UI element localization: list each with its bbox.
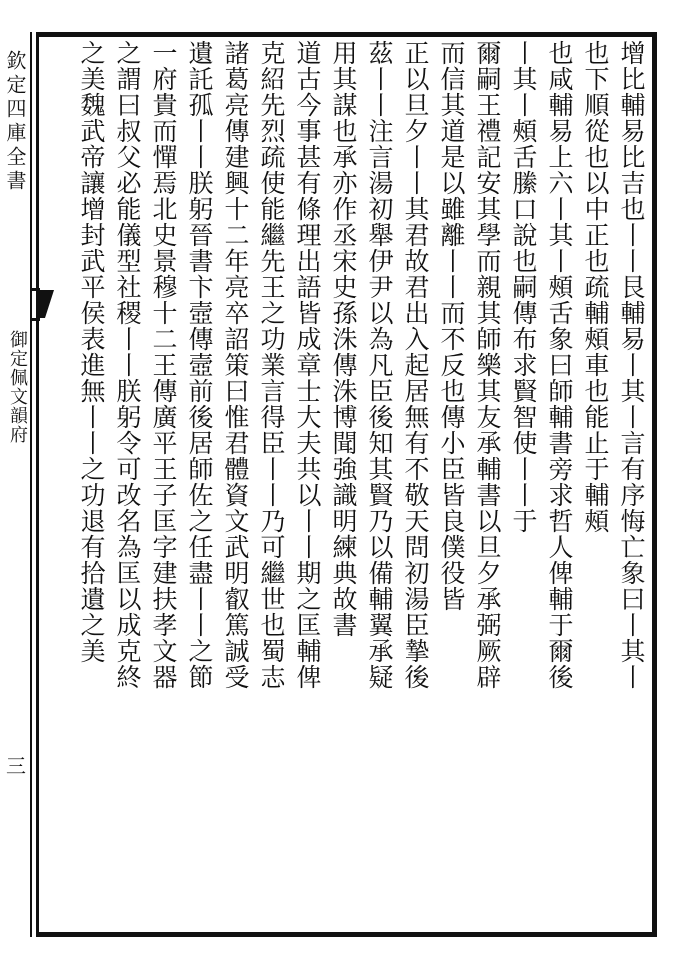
frame-top-rule <box>36 32 656 37</box>
frame-right-rule <box>652 32 657 937</box>
text-column-13: 遺託孤丨丨朕躬晉書卞壼傳壼前後居師佐之任盡丨丨之節 <box>185 40 214 690</box>
text-column-3: 也咸輔易上六丨其丨頰舌象曰師輔書旁求哲人俾輔于爾後 <box>545 40 574 690</box>
text-column-9: 用其謀也承亦作丞宋史孫洙傳洙博聞強識明練典故書 <box>329 40 358 638</box>
fishtail-mark <box>36 290 54 318</box>
text-column-11: 克紹先烈疏使能繼先王之功業言得臣丨丨乃可繼世也蜀志 <box>257 40 286 690</box>
margin-divider-rule <box>30 32 32 937</box>
margin-volume-title: 御定佩文韻府 <box>7 330 28 444</box>
text-column-16: 之美魏武帝讓增封武平侯表進無丨丨之功退有拾遺之美 <box>77 40 106 664</box>
text-column-1: 增比輔易比吉也丨丨艮輔易丨其丨言有序悔亡象曰丨其丨 <box>617 40 646 690</box>
margin-page-number: 三 <box>6 754 26 778</box>
text-column-10: 道古今事甚有條理出語皆成章士大夫共以丨丨期之匡輔俾 <box>293 40 322 690</box>
fishtail-bottom-rule <box>32 318 40 321</box>
text-column-8: 茲丨丨注言湯初舉伊尹以為凡臣後知其賢乃以備輔翼承疑 <box>365 40 394 690</box>
text-column-6: 而信其道是以雖離丨丨而不反也傳小臣皆良僕役皆 <box>437 40 466 612</box>
text-column-2: 也下順從也以中正也疏輔頰車也能止于輔頰 <box>581 40 610 534</box>
text-column-7: 正以旦夕丨丨其君故君出入起居無有不敬天問初湯臣摯後 <box>401 40 430 690</box>
text-column-5: 爾嗣王禮記安其學而親其師樂其友承輔書以旦夕承弼厥辟 <box>473 40 502 690</box>
text-column-14: 一府貴而憚焉北史景穆十二王傳廣平王子匡字建扶孝文器 <box>149 40 178 690</box>
frame-left-rule <box>36 32 39 937</box>
frame-bottom-rule <box>36 932 656 937</box>
text-column-4: 丨其丨頰舌縢口說也嗣傳布求賢智使丨丨于 <box>509 40 538 534</box>
text-column-15: 之謂曰叔父必能儀型社稷丨丨朕躬令可改名為匡以成克終 <box>113 40 142 690</box>
margin-book-title: 欽定四庫全書 <box>3 50 27 194</box>
text-column-12: 諸葛亮傳建興十二年亮卒詔策曰惟君體資文武明叡篤誠受 <box>221 40 250 690</box>
